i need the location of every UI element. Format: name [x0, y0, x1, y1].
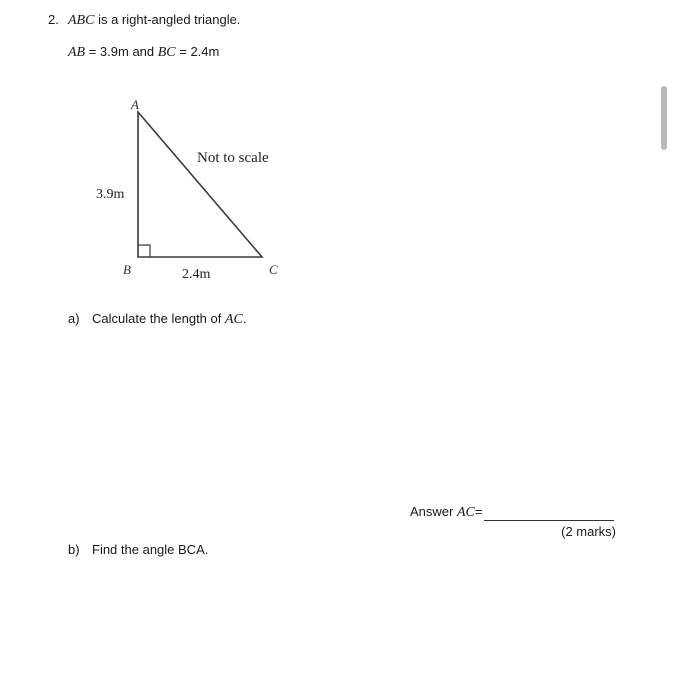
not-to-scale-note: Not to scale [197, 150, 269, 166]
question-number: 2. [48, 12, 59, 27]
given-ab-label: AB [68, 45, 86, 60]
answer-prefix: Answer [410, 504, 457, 519]
part-a-question [68, 311, 247, 328]
marks-label: (2 marks) [561, 524, 616, 539]
triangle-diagram [88, 90, 298, 290]
question-intro [68, 12, 240, 29]
bc-length-label: 2.4m [182, 267, 211, 282]
given-and: and [128, 44, 158, 59]
part-a-end: . [242, 311, 247, 326]
vertex-b-label: B [123, 262, 131, 277]
part-a-target: AC [224, 312, 243, 327]
part-b-text: Find the angle BCA. [92, 542, 209, 557]
answer-blank[interactable] [484, 508, 614, 521]
part-b-label: b) [68, 542, 80, 557]
scrollbar-thumb[interactable] [661, 86, 667, 150]
vertex-a-label: A [131, 97, 139, 112]
right-angle-marker [138, 245, 150, 257]
given-lengths [68, 44, 219, 61]
question-intro-text: is a right-angled triangle. [94, 12, 241, 27]
triangle-name: ABC [68, 13, 95, 28]
part-a-text: Calculate the length of [92, 311, 225, 326]
answer-target: AC [456, 505, 475, 520]
part-b-question [68, 542, 208, 557]
given-bc-label: BC [157, 45, 176, 60]
answer-line [410, 504, 614, 521]
answer-eq: = [474, 504, 483, 519]
part-a-label: a) [68, 311, 80, 326]
given-bc-value: = 2.4m [175, 44, 220, 59]
vertex-c-label: C [269, 262, 278, 277]
ab-length-label: 3.9m [96, 187, 125, 202]
triangle-shape [138, 112, 262, 257]
given-ab-value: = 3.9m [85, 44, 129, 59]
